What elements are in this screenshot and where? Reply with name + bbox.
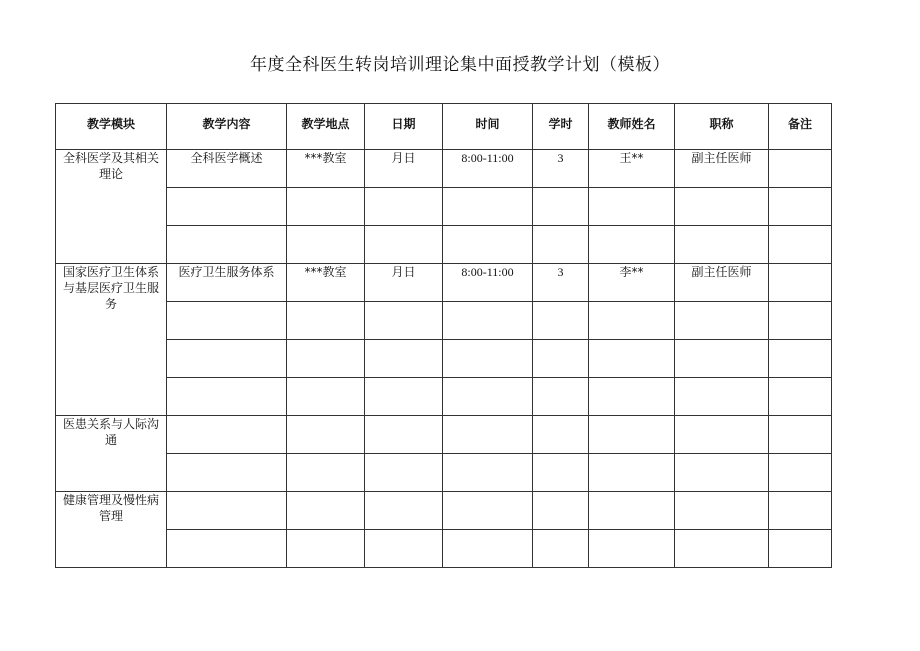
- header-content: 教学内容: [167, 104, 287, 150]
- table-row: [56, 340, 832, 378]
- empty-cell: [365, 226, 443, 264]
- empty-cell: [533, 416, 589, 454]
- header-title: 职称: [675, 104, 769, 150]
- empty-cell: [167, 416, 287, 454]
- table-row: [56, 416, 832, 454]
- module-name: 全科医学及其相关理论: [63, 151, 160, 181]
- empty-cell: [675, 492, 769, 530]
- module-name: 国家医疗卫生体系与基层医疗卫生服务: [63, 265, 160, 311]
- header-teacher: 教师姓名: [589, 104, 675, 150]
- empty-cell: [769, 340, 832, 378]
- empty-cell: [365, 340, 443, 378]
- empty-cell: [167, 378, 287, 416]
- table-row: [56, 492, 832, 530]
- empty-cell: [443, 340, 533, 378]
- empty-cell: [675, 454, 769, 492]
- empty-cell: [167, 302, 287, 340]
- empty-cell: [533, 530, 589, 568]
- table-row: [56, 150, 832, 188]
- header-note: 备注: [769, 104, 832, 150]
- empty-cell: [167, 226, 287, 264]
- content-cell: 医疗卫生服务体系: [167, 264, 287, 302]
- empty-cell: [589, 188, 675, 226]
- title-cell: 副主任医师: [675, 150, 769, 188]
- empty-cell: [287, 226, 365, 264]
- empty-cell: [769, 188, 832, 226]
- table-row: [56, 226, 832, 264]
- header-row: [56, 104, 832, 150]
- hours-cell: 3: [533, 264, 589, 302]
- empty-cell: [167, 188, 287, 226]
- location-cell: ***教室: [287, 264, 365, 302]
- empty-cell: [287, 340, 365, 378]
- empty-cell: [167, 492, 287, 530]
- time-cell: 8:00-11:00: [443, 150, 533, 188]
- empty-cell: [167, 530, 287, 568]
- table-row: [56, 454, 832, 492]
- module-cell: [56, 416, 167, 492]
- empty-cell: [287, 302, 365, 340]
- empty-cell: [287, 530, 365, 568]
- empty-cell: [443, 530, 533, 568]
- empty-cell: [589, 416, 675, 454]
- empty-cell: [589, 378, 675, 416]
- empty-cell: [443, 492, 533, 530]
- empty-cell: [675, 378, 769, 416]
- empty-cell: [443, 378, 533, 416]
- date-cell: 月日: [365, 150, 443, 188]
- empty-cell: [365, 530, 443, 568]
- empty-cell: [443, 226, 533, 264]
- empty-cell: [675, 226, 769, 264]
- empty-cell: [443, 302, 533, 340]
- empty-cell: [287, 378, 365, 416]
- module-cell: [56, 492, 167, 568]
- empty-cell: [589, 454, 675, 492]
- module-name: 健康管理及慢性病管理: [63, 493, 160, 523]
- empty-cell: [675, 302, 769, 340]
- empty-cell: [589, 492, 675, 530]
- empty-cell: [769, 378, 832, 416]
- header-date: 日期: [365, 104, 443, 150]
- header-hours: 学时: [533, 104, 589, 150]
- table-row: [56, 378, 832, 416]
- empty-cell: [533, 454, 589, 492]
- empty-cell: [365, 492, 443, 530]
- teaching-plan-table: [55, 103, 832, 568]
- empty-cell: [365, 454, 443, 492]
- empty-cell: [533, 302, 589, 340]
- teacher-cell: 王**: [589, 150, 675, 188]
- document-title: 年度全科医生转岗培训理论集中面授教学计划（模板）: [250, 55, 670, 75]
- module-cell: [56, 264, 167, 416]
- empty-cell: [675, 340, 769, 378]
- empty-cell: [167, 340, 287, 378]
- empty-cell: [769, 530, 832, 568]
- date-cell: 月日: [365, 264, 443, 302]
- table-row: [56, 302, 832, 340]
- empty-cell: [287, 188, 365, 226]
- time-cell: 8:00-11:00: [443, 264, 533, 302]
- empty-cell: [589, 530, 675, 568]
- note-cell: [769, 150, 832, 188]
- empty-cell: [443, 454, 533, 492]
- empty-cell: [589, 226, 675, 264]
- empty-cell: [769, 454, 832, 492]
- empty-cell: [365, 302, 443, 340]
- empty-cell: [287, 416, 365, 454]
- empty-cell: [365, 188, 443, 226]
- empty-cell: [589, 340, 675, 378]
- empty-cell: [769, 226, 832, 264]
- empty-cell: [675, 416, 769, 454]
- empty-cell: [365, 416, 443, 454]
- empty-cell: [533, 340, 589, 378]
- empty-cell: [533, 188, 589, 226]
- empty-cell: [365, 378, 443, 416]
- hours-cell: 3: [533, 150, 589, 188]
- empty-cell: [675, 188, 769, 226]
- empty-cell: [287, 454, 365, 492]
- empty-cell: [533, 492, 589, 530]
- header-module: 教学模块: [56, 104, 167, 150]
- empty-cell: [287, 492, 365, 530]
- content-cell: 全科医学概述: [167, 150, 287, 188]
- empty-cell: [769, 416, 832, 454]
- title-cell: 副主任医师: [675, 264, 769, 302]
- empty-cell: [443, 188, 533, 226]
- table-row: [56, 530, 832, 568]
- note-cell: [769, 264, 832, 302]
- empty-cell: [443, 416, 533, 454]
- empty-cell: [675, 530, 769, 568]
- teacher-cell: 李**: [589, 264, 675, 302]
- location-cell: ***教室: [287, 150, 365, 188]
- table-row: [56, 188, 832, 226]
- empty-cell: [167, 454, 287, 492]
- empty-cell: [533, 226, 589, 264]
- empty-cell: [769, 492, 832, 530]
- empty-cell: [589, 302, 675, 340]
- module-cell: [56, 150, 167, 264]
- header-location: 教学地点: [287, 104, 365, 150]
- empty-cell: [769, 302, 832, 340]
- module-name: 医患关系与人际沟通: [63, 417, 160, 447]
- empty-cell: [533, 378, 589, 416]
- header-time: 时间: [443, 104, 533, 150]
- table-row: [56, 264, 832, 302]
